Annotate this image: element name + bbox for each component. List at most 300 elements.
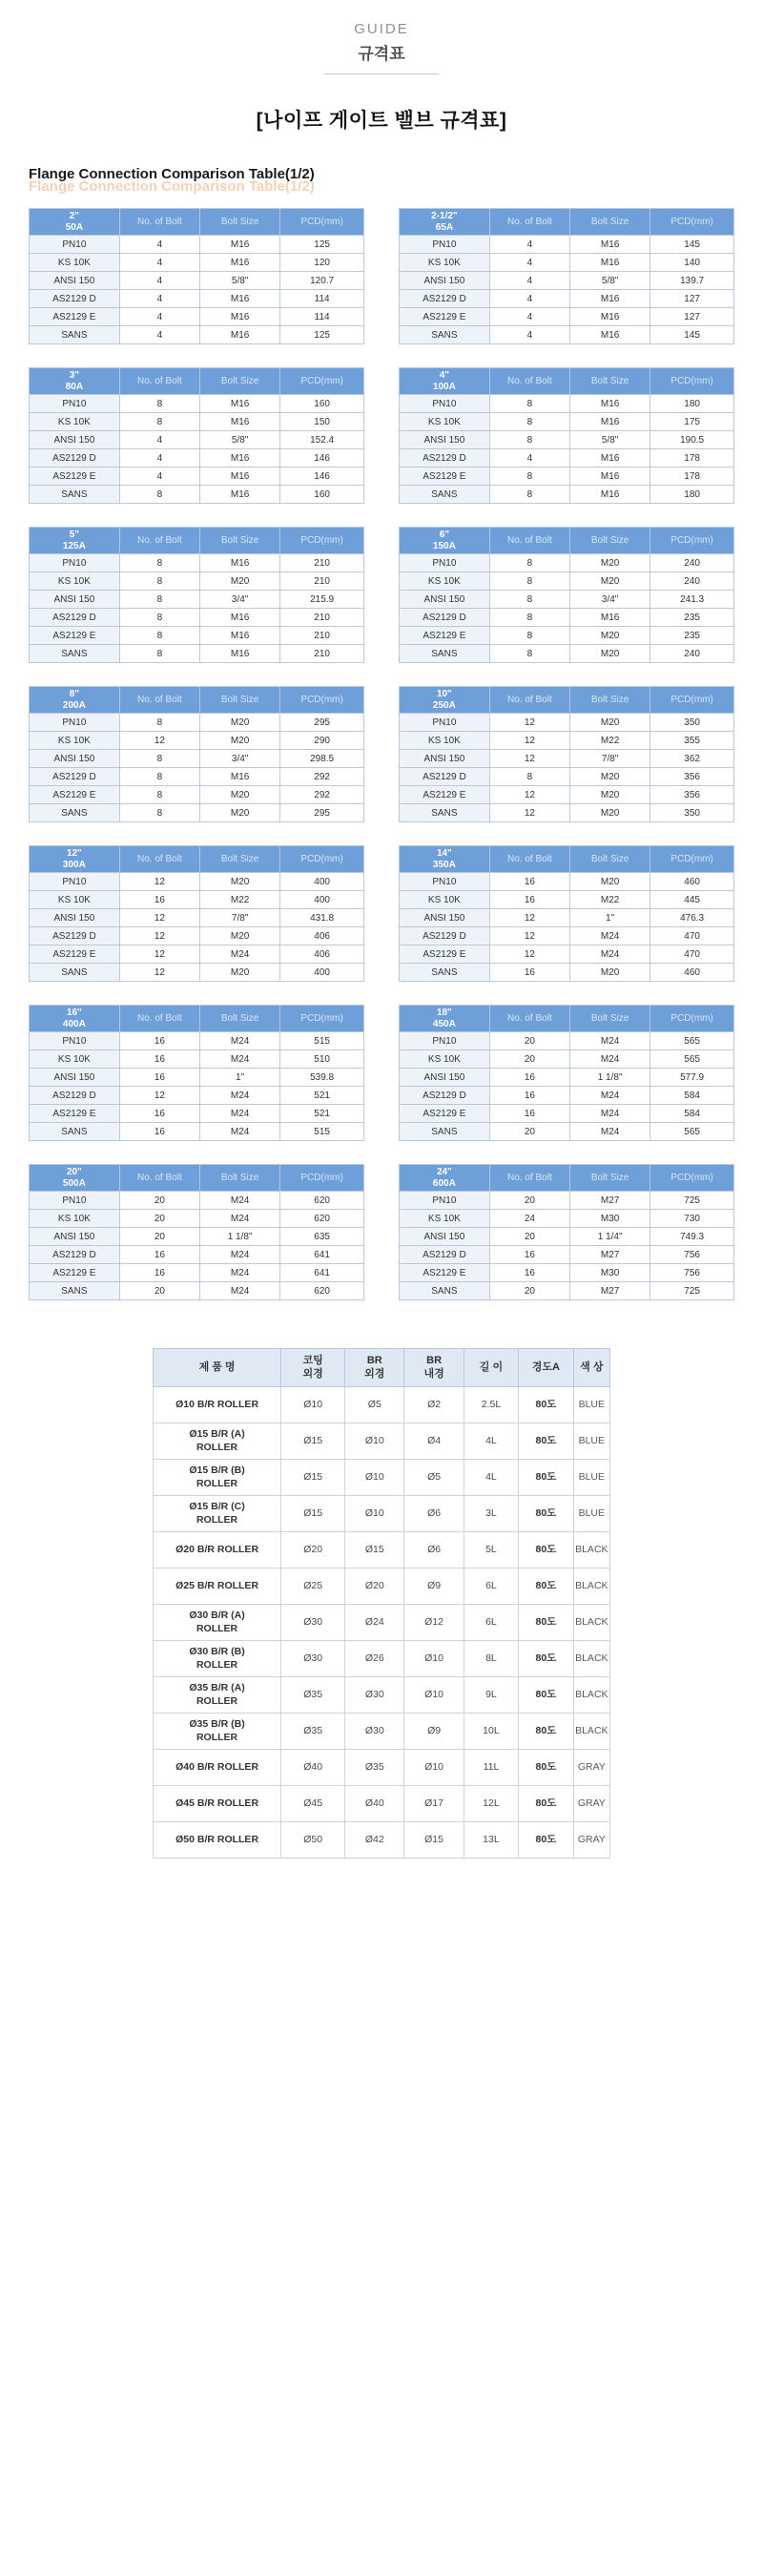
flange-bolt-count-cell: 8	[119, 395, 199, 413]
flange-standard-cell: ANSI 150	[30, 750, 120, 768]
flange-bolt-count-cell: 4	[119, 290, 199, 308]
table-row	[400, 1228, 734, 1246]
flange-table-head	[400, 209, 734, 236]
roller-br-od-cell: Ø10	[345, 1496, 404, 1532]
flange-standard-cell: AS2129 E	[400, 467, 490, 486]
flange-bolt-count-cell: 16	[119, 1246, 199, 1264]
flange-pcd-cell: 139.7	[650, 272, 734, 290]
flange-standard-cell: SANS	[30, 804, 120, 822]
flange-bolt-count-cell: 8	[119, 714, 199, 732]
flange-pcd-cell: 577.9	[650, 1069, 734, 1087]
flange-header-row	[400, 1006, 734, 1032]
roller-product-name-cell: Ø15 B/R (A) ROLLER	[154, 1423, 281, 1460]
flange-standard-cell: KS 10K	[30, 732, 120, 750]
flange-table-body	[400, 554, 734, 663]
flange-bolt-count-cell: 8	[119, 627, 199, 645]
table-row	[30, 1192, 364, 1210]
flange-size-mm: 450A	[432, 1018, 456, 1029]
flange-standard-cell: ANSI 150	[400, 1069, 490, 1087]
flange-column-header: PCD(mm)	[650, 209, 734, 236]
roller-br-id-cell: Ø15	[404, 1822, 464, 1859]
table-row	[30, 254, 364, 272]
flange-bolt-size-cell: M27	[570, 1192, 650, 1210]
flange-standard-cell: KS 10K	[400, 572, 490, 591]
flange-bolt-size-cell: M16	[570, 486, 650, 504]
table-row	[30, 627, 364, 645]
flange-bolt-count-cell: 4	[489, 290, 569, 308]
table-row	[400, 909, 734, 927]
roller-hardness-cell: 80도	[519, 1641, 573, 1677]
flange-size-header	[400, 1165, 490, 1192]
flange-table-body	[30, 1192, 364, 1300]
roller-coating-od-cell: Ø45	[281, 1786, 345, 1822]
flange-column-header: PCD(mm)	[280, 687, 364, 714]
flange-bolt-size-cell: 5/8"	[200, 272, 280, 290]
flange-size-header	[400, 687, 490, 714]
roller-hardness-cell: 80도	[519, 1496, 573, 1532]
roller-spec-section	[153, 1348, 610, 1859]
flange-bolt-size-cell: M20	[570, 964, 650, 982]
table-row	[400, 272, 734, 290]
flange-bolt-size-cell: 5/8"	[570, 431, 650, 449]
flange-bolt-count-cell: 8	[489, 609, 569, 627]
flange-bolt-size-cell: M24	[200, 1192, 280, 1210]
table-row	[30, 1228, 364, 1246]
flange-bolt-size-cell: M20	[200, 804, 280, 822]
roller-color-cell: GRAY	[573, 1786, 609, 1822]
section-title: Flange Connection Comparison Table(1/2)	[29, 166, 315, 182]
flange-pcd-cell: 356	[650, 768, 734, 786]
table-row	[400, 308, 734, 326]
flange-table-block	[399, 367, 734, 504]
flange-pcd-cell: 146	[280, 449, 364, 467]
flange-size-inch: 5"	[69, 530, 80, 540]
flange-bolt-count-cell: 4	[119, 449, 199, 467]
flange-bolt-count-cell: 20	[119, 1210, 199, 1228]
flange-bolt-count-cell: 8	[119, 609, 199, 627]
flange-header-row	[30, 1165, 364, 1192]
flange-standard-cell: KS 10K	[30, 1050, 120, 1069]
table-row	[30, 413, 364, 431]
table-row	[30, 290, 364, 308]
flange-pcd-cell: 140	[650, 254, 734, 272]
roller-product-name-cell: Ø45 B/R ROLLER	[154, 1786, 281, 1822]
table-row	[30, 449, 364, 467]
flange-bolt-count-cell: 16	[119, 1105, 199, 1123]
flange-bolt-size-cell: M20	[200, 786, 280, 804]
flange-table-body	[400, 395, 734, 504]
flange-standard-cell: AS2129 D	[30, 927, 120, 945]
table-row	[400, 627, 734, 645]
roller-br-od-cell: Ø40	[345, 1786, 404, 1822]
flange-bolt-size-cell: M16	[200, 290, 280, 308]
flange-bolt-count-cell: 8	[119, 413, 199, 431]
flange-bolt-count-cell: 12	[119, 732, 199, 750]
flange-pcd-cell: 406	[280, 927, 364, 945]
flange-pcd-cell: 620	[280, 1192, 364, 1210]
roller-coating-od-cell: Ø30	[281, 1605, 345, 1641]
flange-table	[399, 1164, 734, 1300]
roller-length-cell: 10L	[464, 1714, 518, 1750]
flange-standard-cell: PN10	[400, 1192, 490, 1210]
flange-bolt-size-cell: M30	[570, 1210, 650, 1228]
flange-column-header: No. of Bolt	[119, 1165, 199, 1192]
flange-bolt-size-cell: M16	[200, 413, 280, 431]
roller-coating-od-cell: Ø35	[281, 1677, 345, 1714]
flange-standard-cell: ANSI 150	[400, 272, 490, 290]
flange-table-body	[400, 873, 734, 982]
flange-table-block	[399, 1005, 734, 1141]
flange-bolt-count-cell: 16	[119, 1032, 199, 1050]
flange-bolt-size-cell: 3/4"	[200, 750, 280, 768]
roller-product-name-cell: Ø40 B/R ROLLER	[154, 1750, 281, 1786]
flange-column-header: Bolt Size	[570, 209, 650, 236]
flange-standard-cell: ANSI 150	[400, 1228, 490, 1246]
flange-table-block	[29, 1164, 364, 1300]
flange-bolt-count-cell: 16	[119, 1123, 199, 1141]
roller-coating-od-cell: Ø30	[281, 1641, 345, 1677]
flange-bolt-count-cell: 8	[489, 395, 569, 413]
flange-bolt-size-cell: 1"	[570, 909, 650, 927]
roller-length-cell: 9L	[464, 1677, 518, 1714]
flange-pcd-cell: 178	[650, 467, 734, 486]
table-row	[400, 1192, 734, 1210]
flange-bolt-size-cell: M24	[570, 1087, 650, 1105]
roller-product-name-cell: Ø30 B/R (B) ROLLER	[154, 1641, 281, 1677]
roller-coating-od-cell: Ø15	[281, 1460, 345, 1496]
roller-product-name-cell: Ø35 B/R (A) ROLLER	[154, 1677, 281, 1714]
flange-table-block	[29, 208, 364, 344]
flange-pcd-cell: 641	[280, 1264, 364, 1282]
flange-bolt-count-cell: 20	[489, 1032, 569, 1050]
flange-bolt-count-cell: 8	[119, 554, 199, 572]
flange-pcd-cell: 565	[650, 1123, 734, 1141]
flange-column-header: No. of Bolt	[119, 368, 199, 395]
roller-hardness-cell: 80도	[519, 1423, 573, 1460]
flange-column-header: No. of Bolt	[489, 687, 569, 714]
flange-standard-cell: AS2129 E	[400, 308, 490, 326]
flange-bolt-size-cell: M16	[570, 326, 650, 344]
flange-standard-cell: AS2129 D	[30, 609, 120, 627]
flange-bolt-count-cell: 24	[489, 1210, 569, 1228]
roller-color-cell: GRAY	[573, 1822, 609, 1859]
flange-size-inch: 10"	[436, 689, 452, 699]
flange-standard-cell: AS2129 E	[400, 627, 490, 645]
flange-pcd-cell: 539.8	[280, 1069, 364, 1087]
flange-column-header: Bolt Size	[200, 209, 280, 236]
flange-bolt-count-cell: 12	[119, 964, 199, 982]
flange-header-row	[400, 687, 734, 714]
flange-pcd-cell: 565	[650, 1050, 734, 1069]
table-row	[30, 964, 364, 982]
table-row	[400, 554, 734, 572]
flange-column-header: Bolt Size	[200, 368, 280, 395]
flange-table-body	[30, 236, 364, 344]
flange-bolt-count-cell: 4	[489, 449, 569, 467]
flange-pcd-cell: 620	[280, 1210, 364, 1228]
flange-column-header: No. of Bolt	[119, 528, 199, 554]
flange-header-row	[30, 1006, 364, 1032]
flange-pcd-cell: 178	[650, 449, 734, 467]
flange-standard-cell: ANSI 150	[400, 750, 490, 768]
flange-table-block	[399, 208, 734, 344]
flange-standard-cell: AS2129 D	[30, 1246, 120, 1264]
flange-bolt-size-cell: 7/8"	[570, 750, 650, 768]
table-row	[400, 645, 734, 663]
flange-bolt-size-cell: M20	[570, 572, 650, 591]
flange-standard-cell: AS2129 D	[400, 449, 490, 467]
flange-bolt-size-cell: M16	[200, 486, 280, 504]
roller-color-cell: BLUE	[573, 1460, 609, 1496]
flange-pcd-cell: 356	[650, 786, 734, 804]
flange-bolt-count-cell: 8	[489, 413, 569, 431]
roller-br-id-cell: Ø6	[404, 1532, 464, 1568]
flange-table-block	[29, 1005, 364, 1141]
flange-pcd-cell: 210	[280, 572, 364, 591]
flange-pcd-cell: 756	[650, 1264, 734, 1282]
flange-bolt-count-cell: 4	[119, 467, 199, 486]
flange-pcd-cell: 400	[280, 964, 364, 982]
flange-column-header: Bolt Size	[200, 687, 280, 714]
flange-bolt-count-cell: 4	[119, 308, 199, 326]
flange-bolt-count-cell: 12	[489, 750, 569, 768]
table-row	[30, 554, 364, 572]
flange-bolt-count-cell: 8	[489, 627, 569, 645]
flange-pcd-cell: 756	[650, 1246, 734, 1264]
flange-bolt-size-cell: M20	[570, 554, 650, 572]
flange-table-block	[29, 845, 364, 982]
table-row	[400, 750, 734, 768]
flange-bolt-count-cell: 4	[489, 236, 569, 254]
roller-coating-od-cell: Ø25	[281, 1568, 345, 1605]
flange-bolt-count-cell: 4	[489, 308, 569, 326]
flange-bolt-size-cell: M20	[570, 768, 650, 786]
flange-column-header: No. of Bolt	[489, 368, 569, 395]
flange-standard-cell: PN10	[400, 873, 490, 891]
flange-pcd-cell: 725	[650, 1192, 734, 1210]
flange-bolt-count-cell: 8	[489, 645, 569, 663]
flange-bolt-size-cell: M24	[200, 1210, 280, 1228]
flange-column-header: PCD(mm)	[280, 528, 364, 554]
roller-hardness-cell: 80도	[519, 1714, 573, 1750]
flange-standard-cell: PN10	[30, 554, 120, 572]
flange-header-row	[30, 846, 364, 873]
roller-header-row	[154, 1349, 610, 1387]
flange-pcd-cell: 470	[650, 927, 734, 945]
table-row	[400, 768, 734, 786]
flange-bolt-count-cell: 16	[489, 964, 569, 982]
table-row	[400, 714, 734, 732]
roller-hardness-cell: 80도	[519, 1750, 573, 1786]
flange-table-block	[399, 686, 734, 822]
flange-standard-cell: SANS	[400, 964, 490, 982]
table-row	[30, 768, 364, 786]
roller-product-name-cell: Ø35 B/R (B) ROLLER	[154, 1714, 281, 1750]
flange-standard-cell: AS2129 E	[400, 1264, 490, 1282]
header-divider	[324, 73, 439, 74]
flange-pcd-cell: 241.3	[650, 591, 734, 609]
table-row	[154, 1750, 610, 1786]
table-row	[154, 1423, 610, 1460]
flange-column-header: No. of Bolt	[489, 209, 569, 236]
roller-br-id-cell: Ø4	[404, 1423, 464, 1460]
flange-standard-cell: AS2129 D	[30, 1087, 120, 1105]
flange-column-header: PCD(mm)	[650, 687, 734, 714]
roller-product-name-cell: Ø25 B/R ROLLER	[154, 1568, 281, 1605]
table-row	[400, 1069, 734, 1087]
flange-bolt-count-cell: 8	[489, 486, 569, 504]
flange-pcd-cell: 400	[280, 873, 364, 891]
flange-bolt-size-cell: M22	[570, 891, 650, 909]
flange-bolt-size-cell: M24	[570, 1105, 650, 1123]
roller-br-od-cell: Ø24	[345, 1605, 404, 1641]
table-row	[154, 1387, 610, 1423]
flange-column-header: No. of Bolt	[489, 1165, 569, 1192]
table-row	[30, 1210, 364, 1228]
flange-pcd-cell: 150	[280, 413, 364, 431]
flange-pcd-cell: 460	[650, 873, 734, 891]
flange-size-inch: 8"	[69, 689, 80, 699]
flange-standard-cell: PN10	[400, 236, 490, 254]
flange-standard-cell: SANS	[30, 645, 120, 663]
flange-size-mm: 100A	[432, 381, 456, 392]
flange-size-header	[400, 1006, 490, 1032]
table-row	[30, 431, 364, 449]
flange-header-row	[400, 209, 734, 236]
flange-bolt-size-cell: M24	[200, 1282, 280, 1300]
flange-size-header	[30, 687, 120, 714]
flange-pcd-cell: 210	[280, 554, 364, 572]
flange-column-header: PCD(mm)	[280, 368, 364, 395]
flange-pcd-cell: 125	[280, 326, 364, 344]
guide-header	[0, 0, 763, 74]
flange-bolt-count-cell: 8	[119, 768, 199, 786]
table-row	[30, 1123, 364, 1141]
roller-br-id-cell: Ø2	[404, 1387, 464, 1423]
flange-bolt-size-cell: M16	[200, 326, 280, 344]
flange-column-header: PCD(mm)	[280, 846, 364, 873]
roller-coating-od-cell: Ø10	[281, 1387, 345, 1423]
table-row	[30, 1087, 364, 1105]
flange-bolt-count-cell: 8	[119, 486, 199, 504]
flange-table-head	[400, 846, 734, 873]
flange-bolt-size-cell: M20	[200, 873, 280, 891]
table-row	[30, 945, 364, 964]
table-row	[400, 1123, 734, 1141]
flange-size-header	[30, 1165, 120, 1192]
flange-pcd-cell: 114	[280, 308, 364, 326]
table-row	[400, 927, 734, 945]
flange-pcd-cell: 476.3	[650, 909, 734, 927]
roller-hardness-cell: 80도	[519, 1786, 573, 1822]
table-row	[400, 1246, 734, 1264]
flange-bolt-count-cell: 8	[119, 645, 199, 663]
roller-br-od-cell: Ø42	[345, 1822, 404, 1859]
table-row	[30, 1246, 364, 1264]
flange-pcd-cell: 362	[650, 750, 734, 768]
flange-size-mm: 125A	[62, 540, 86, 551]
flange-column-header: No. of Bolt	[489, 1006, 569, 1032]
flange-bolt-size-cell: M30	[570, 1264, 650, 1282]
flange-pcd-cell: 127	[650, 308, 734, 326]
flange-size-inch: 18"	[436, 1008, 452, 1018]
roller-color-cell: BLACK	[573, 1532, 609, 1568]
flange-bolt-count-cell: 8	[489, 554, 569, 572]
flange-bolt-size-cell: 1 1/8"	[570, 1069, 650, 1087]
flange-bolt-count-cell: 12	[119, 945, 199, 964]
roller-hardness-cell: 80도	[519, 1822, 573, 1859]
flange-column-header: No. of Bolt	[119, 687, 199, 714]
flange-header-row	[400, 528, 734, 554]
flange-bolt-count-cell: 16	[489, 1105, 569, 1123]
flange-bolt-count-cell: 12	[489, 945, 569, 964]
roller-br-od-cell: Ø10	[345, 1423, 404, 1460]
flange-bolt-size-cell: M24	[570, 1123, 650, 1141]
flange-pcd-cell: 510	[280, 1050, 364, 1069]
roller-column-header: BR 외경	[345, 1349, 404, 1387]
flange-standard-cell: KS 10K	[400, 254, 490, 272]
flange-bolt-size-cell: M16	[200, 395, 280, 413]
flange-standard-cell: KS 10K	[400, 732, 490, 750]
flange-standard-cell: SANS	[400, 1123, 490, 1141]
table-row	[400, 449, 734, 467]
flange-standard-cell: AS2129 E	[400, 786, 490, 804]
flange-pcd-cell: 160	[280, 486, 364, 504]
flange-standard-cell: AS2129 E	[30, 945, 120, 964]
flange-bolt-size-cell: M16	[570, 395, 650, 413]
table-row	[400, 945, 734, 964]
flange-bolt-count-cell: 12	[489, 714, 569, 732]
flange-bolt-size-cell: 3/4"	[570, 591, 650, 609]
flange-standard-cell: KS 10K	[400, 1210, 490, 1228]
flange-standard-cell: AS2129 E	[30, 467, 120, 486]
table-row	[154, 1786, 610, 1822]
flange-bolt-count-cell: 12	[489, 786, 569, 804]
flange-size-inch: 14"	[436, 848, 452, 859]
flange-pcd-cell: 145	[650, 236, 734, 254]
flange-pcd-cell: 295	[280, 714, 364, 732]
flange-standard-cell: SANS	[30, 1123, 120, 1141]
flange-table	[399, 1005, 734, 1141]
table-row	[30, 572, 364, 591]
roller-coating-od-cell: Ø15	[281, 1496, 345, 1532]
table-row	[30, 804, 364, 822]
flange-size-header	[30, 1006, 120, 1032]
flange-bolt-size-cell: M16	[570, 290, 650, 308]
table-row	[30, 891, 364, 909]
roller-product-name-cell: Ø10 B/R ROLLER	[154, 1387, 281, 1423]
table-row	[400, 732, 734, 750]
flange-bolt-size-cell: M22	[200, 891, 280, 909]
table-row	[400, 1264, 734, 1282]
flange-column-header: Bolt Size	[570, 846, 650, 873]
flange-bolt-count-cell: 4	[119, 272, 199, 290]
table-row	[30, 467, 364, 486]
flange-bolt-count-cell: 20	[489, 1282, 569, 1300]
roller-product-name-cell: Ø50 B/R ROLLER	[154, 1822, 281, 1859]
flange-pcd-cell: 641	[280, 1246, 364, 1264]
flange-standard-cell: AS2129 E	[30, 786, 120, 804]
roller-br-id-cell: Ø12	[404, 1605, 464, 1641]
table-row	[400, 413, 734, 431]
flange-size-inch: 4"	[439, 370, 450, 381]
flange-table-body	[30, 554, 364, 663]
flange-pcd-cell: 215.9	[280, 591, 364, 609]
table-row	[30, 1105, 364, 1123]
flange-size-inch: 16"	[66, 1008, 82, 1018]
flange-pcd-cell: 470	[650, 945, 734, 964]
flange-pcd-cell: 210	[280, 645, 364, 663]
